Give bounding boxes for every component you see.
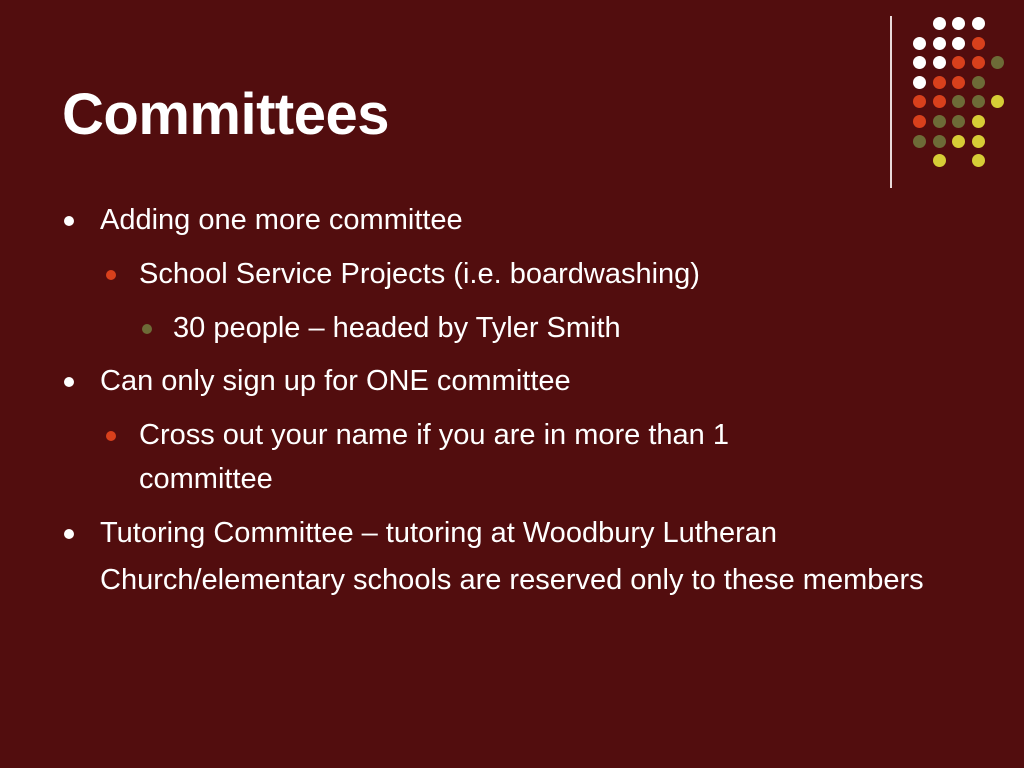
decorative-dot <box>952 115 965 128</box>
bullet-text: Can only sign up for ONE committee <box>100 365 571 397</box>
decorative-dot <box>913 37 926 50</box>
decorative-dot <box>952 56 965 69</box>
decorative-dot <box>913 135 926 148</box>
decorative-dot <box>913 56 926 69</box>
decorative-dot <box>972 17 985 30</box>
bullet-item <box>139 252 939 296</box>
decorative-dot <box>991 95 1004 108</box>
decorative-dot <box>991 56 1004 69</box>
decorative-dot <box>933 37 946 50</box>
bullet-item <box>100 510 940 604</box>
decorative-dot <box>952 95 965 108</box>
decorative-dot <box>972 154 985 167</box>
slide-title: Committees <box>62 82 389 147</box>
bullet-dot <box>64 216 74 226</box>
decorative-dot <box>913 95 926 108</box>
decorative-dot <box>933 135 946 148</box>
bullet-text: 30 people – headed by Tyler Smith <box>173 312 621 344</box>
bullet-dot <box>64 529 74 539</box>
bullet-text: Tutoring Committee – tutoring at Woodbury Lutheran Church/elementary schools are reserved only to these members <box>100 517 924 596</box>
decorative-dot <box>933 17 946 30</box>
bullet-item <box>139 413 849 501</box>
decorative-dot <box>933 154 946 167</box>
decorative-dot <box>952 37 965 50</box>
decorative-dot <box>933 115 946 128</box>
decorative-dot <box>933 95 946 108</box>
bullet-item <box>100 359 920 403</box>
bullet-item <box>173 306 933 350</box>
bullet-item <box>100 198 920 242</box>
decorative-dot <box>952 17 965 30</box>
decorative-dot <box>933 56 946 69</box>
bullet-text: Cross out your name if you are in more than 1 committee <box>139 419 729 495</box>
bullet-text: School Service Projects (i.e. boardwashing) <box>139 258 700 290</box>
bullet-dot <box>106 431 116 441</box>
bullet-dot <box>64 377 74 387</box>
decorative-dot <box>933 76 946 89</box>
decorative-dot <box>972 56 985 69</box>
decorative-dot <box>972 95 985 108</box>
decorative-divider <box>890 16 892 188</box>
decorative-dot <box>972 37 985 50</box>
decorative-dot <box>952 135 965 148</box>
bullet-dot <box>106 270 116 280</box>
bullet-text: Adding one more committee <box>100 204 463 236</box>
decorative-dot <box>913 76 926 89</box>
bullet-dot <box>142 324 152 334</box>
decorative-dot <box>913 115 926 128</box>
decorative-dot <box>972 135 985 148</box>
decorative-dot <box>952 76 965 89</box>
decorative-dot <box>972 76 985 89</box>
decorative-dot <box>972 115 985 128</box>
